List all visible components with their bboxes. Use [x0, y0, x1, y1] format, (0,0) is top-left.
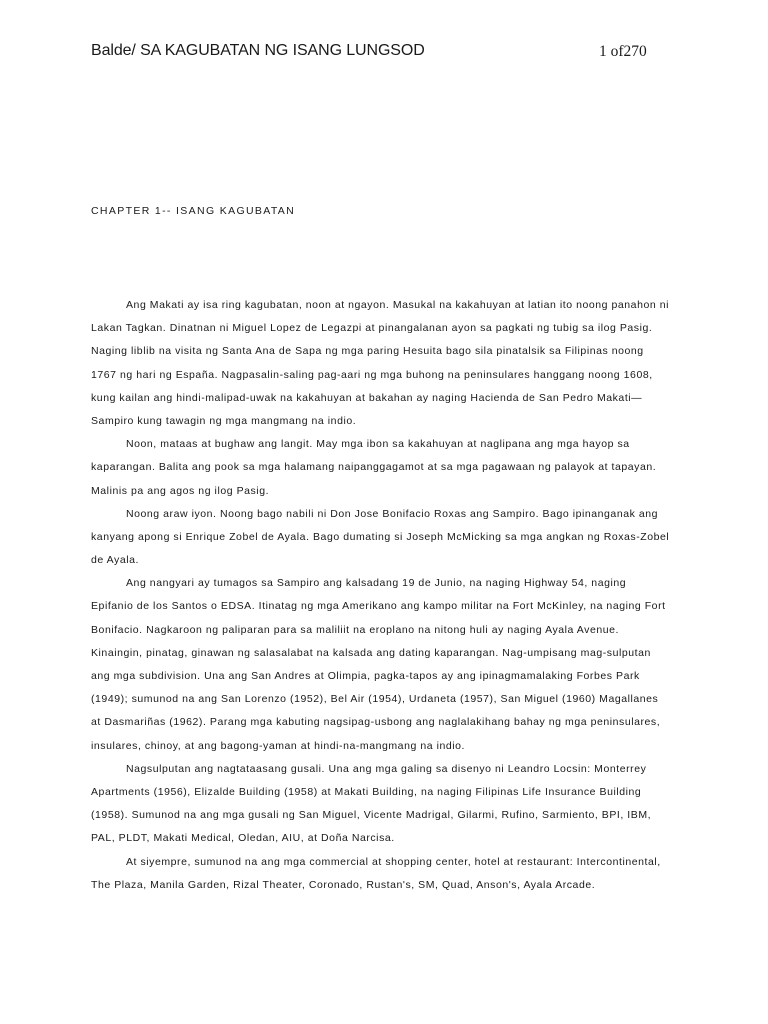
text-line: Kinaingin, pinatag, ginawan ng salasalabat na kalsada ang dating kaparangan. Nag-umpisang mag-sulputan: [91, 646, 651, 659]
text-line: Epifanio de los Santos o EDSA. Itinatag ng mga Amerikano ang kampo militar na Fort McKinley, na naging Fort: [91, 600, 666, 613]
text-line: at Dasmariñas (1962). Parang mga kabuting nagsipag-usbong ang naglalakihang bahay ng mga peninsulares,: [91, 716, 661, 729]
text-line: 1767 ng hari ng España. Nagpasalin-saling pag-aari ng mga buhong na peninsulares hanggang noong 1608,: [91, 368, 653, 381]
text-line: Noong araw iyon. Noong bago nabili ni Don Jose Bonifacio Roxas ang Sampiro. Bago ipinanganak ang: [126, 507, 659, 520]
text-line: kanyang apong si Enrique Zobel de Ayala. Bago dumating si Joseph McMicking sa mga angkan ng Roxas-Zobel: [91, 530, 670, 543]
text-line: Lakan Tagkan. Dinatnan ni Miguel Lopez de Legazpi at pinangalanan ayon sa pagkati ng tubig sa ilog Pasig.: [91, 322, 653, 335]
text-line: kung kailan ang hindi-malipad-uwak na kakahuyan at bakahan ay naging Hacienda de San Pedro Makati—: [91, 391, 643, 404]
text-line: Malinis pa ang agos ng ilog Pasig.: [91, 484, 270, 497]
text-line: de Ayala.: [91, 554, 139, 567]
text-line: At siyempre, sumunod na ang mga commercial at shopping center, hotel at restaurant: Intercontinental,: [126, 855, 661, 868]
text-line: (1958). Sumunod na ang mga gusali ng San Miguel, Vicente Madrigal, Gilarmi, Rufino, Sarmiento, BPI, IBM,: [91, 809, 652, 822]
page-number: 1 of270: [599, 43, 647, 60]
text-line: Naging liblib na visita ng Santa Ana de Sapa ng mga paring Hesuita bago sila pinatalsik sa Filipinas noong: [91, 345, 644, 358]
text-line: The Plaza, Manila Garden, Rizal Theater, Coronado, Rustan's, SM, Quad, Anson's, Ayala Arcade.: [91, 878, 596, 891]
text-line: ang mga subdivision. Una ang San Andres at Olimpia, pagka-tapos ay ang ipinagmamalaking Forbes Park: [91, 670, 640, 682]
chapter-heading: CHAPTER 1-- ISANG KAGUBATAN: [91, 205, 296, 217]
text-line: Nagsulputan ang nagtataasang gusali. Una ang mga galing sa disenyo ni Leandro Locsin: Monterrey: [126, 762, 647, 775]
document-header-title: Balde/ SA KAGUBATAN NG ISANG LUNGSOD: [91, 42, 425, 59]
text-line: Apartments (1956), Elizalde Building (1958) at Makati Building, na naging Filipinas Life Insurance Building: [91, 785, 642, 798]
text-line: kaparangan. Balita ang pook sa mga halamang naipanggagamot at sa mga pagawaan ng palayok at tapayan.: [91, 461, 657, 474]
text-line: Noon, mataas at bughaw ang langit. May mga ibon sa kakahuyan at naglipana ang mga hayop sa: [126, 438, 630, 451]
text-line: Bonifacio. Nagkaroon ng paliparan para sa maliliit na eroplano na nitong huli ay naging Ayala Avenue.: [91, 623, 619, 636]
chapter-body: [91, 294, 691, 897]
text-line: (1949); sumunod na ang San Lorenzo (1952), Bel Air (1954), Urdaneta (1957), San Miguel (1960) Magallanes: [91, 693, 659, 706]
text-line: Ang nangyari ay tumagos sa Sampiro ang kalsadang 19 de Junio, na naging Highway 54, naging: [126, 577, 627, 590]
text-line: PAL, PLDT, Makati Medical, Oledan, AIU, at Doña Narcisa.: [91, 832, 395, 845]
text-line: Sampiro kung tawagin ng mga mangmang na indio.: [91, 414, 357, 427]
text-line: insulares, chinoy, at ang bagong-yaman at hindi-na-mangmang na indio.: [91, 739, 465, 752]
text-line: Ang Makati ay isa ring kagubatan, noon at ngayon. Masukal na kakahuyan at latian ito noong panahon ni: [126, 299, 669, 311]
